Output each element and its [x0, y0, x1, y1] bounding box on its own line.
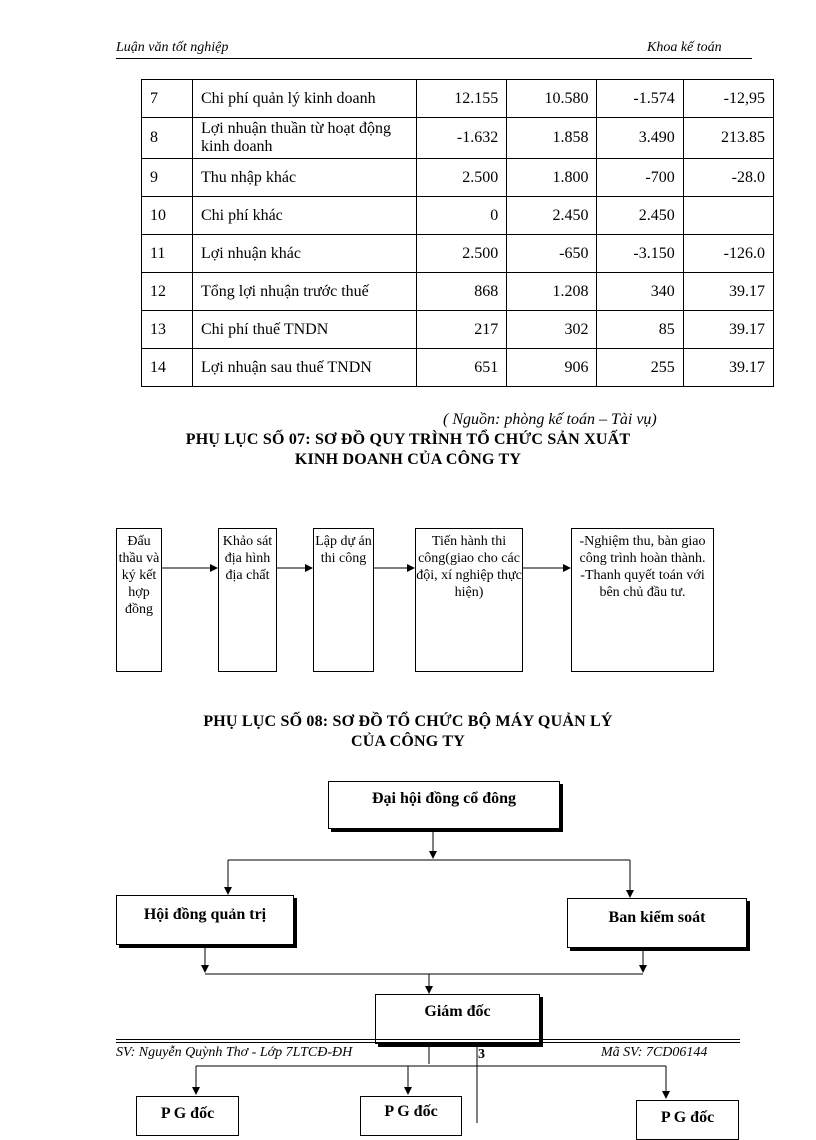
row-label-cell: Chi phí khác — [193, 197, 417, 235]
value-cell-1: 12.155 — [417, 80, 507, 118]
org-deputy-3: P G đốc — [636, 1100, 739, 1140]
row-index-cell: 7 — [142, 80, 193, 118]
footer-student: SV: Nguyễn Quỳnh Thơ - Lớp 7LTCĐ-ĐH — [116, 1045, 353, 1060]
diff-cell: 340 — [597, 273, 683, 311]
org-shareholders: Đại hội đồng cổ đông — [328, 781, 560, 829]
value-cell-1: 2.500 — [417, 159, 507, 197]
row-index-cell: 10 — [142, 197, 193, 235]
value-cell-2: -650 — [507, 235, 597, 273]
row-index-cell: 8 — [142, 118, 193, 159]
row-index-cell: 13 — [142, 311, 193, 349]
value-cell-2: 1.858 — [507, 118, 597, 159]
value-cell-1: 0 — [417, 197, 507, 235]
source-note: ( Nguồn: phòng kế toán – Tài vụ) — [443, 411, 657, 428]
diff-cell: 2.450 — [597, 197, 683, 235]
footer-student-id: Mã SV: 7CD06144 — [601, 1045, 708, 1060]
row-label-cell: Tổng lợi nhuận trước thuế — [193, 273, 417, 311]
diff-cell: 255 — [597, 349, 683, 387]
value-cell-2: 2.450 — [507, 197, 597, 235]
org-director: Giám đốc — [375, 994, 540, 1044]
row-index-cell: 14 — [142, 349, 193, 387]
pct-cell: 39.17 — [683, 311, 773, 349]
footer-page-number: 3 — [478, 1047, 485, 1062]
process-step-3: Lập dự án thi công — [313, 528, 374, 672]
process-step-5: -Nghiệm thu, bàn giao công trình hoàn thành. -Thanh quyết toán với bên chủ đầu tư. — [571, 528, 714, 672]
value-cell-2: 1.208 — [507, 273, 597, 311]
pct-cell: -28.0 — [683, 159, 773, 197]
footer-rule-1 — [116, 1039, 740, 1040]
pct-cell: -126.0 — [683, 235, 773, 273]
row-label-cell: Chi phí quản lý kinh doanh — [193, 80, 417, 118]
value-cell-2: 1.800 — [507, 159, 597, 197]
row-index-cell: 12 — [142, 273, 193, 311]
appendix07-title-line1: PHỤ LỤC SỐ 07: SƠ ĐỒ QUY TRÌNH TỔ CHỨC SẢN XUẤT — [185, 431, 631, 448]
value-cell-2: 302 — [507, 311, 597, 349]
diff-cell: -3.150 — [597, 235, 683, 273]
process-step-2: Khảo sát địa hình địa chất — [218, 528, 277, 672]
value-cell-1: 651 — [417, 349, 507, 387]
diff-cell: 85 — [597, 311, 683, 349]
row-label-cell: Lợi nhuận sau thuế TNDN — [193, 349, 417, 387]
pct-cell: -12,95 — [683, 80, 773, 118]
diff-cell: 3.490 — [597, 118, 683, 159]
row-label-cell: Thu nhập khác — [193, 159, 417, 197]
value-cell-2: 10.580 — [507, 80, 597, 118]
diff-cell: -700 — [597, 159, 683, 197]
row-label-cell: Chi phí thuế TNDN — [193, 311, 417, 349]
value-cell-1: 2.500 — [417, 235, 507, 273]
value-cell-1: 217 — [417, 311, 507, 349]
row-index-cell: 9 — [142, 159, 193, 197]
value-cell-1: 868 — [417, 273, 507, 311]
footer-rule-2 — [116, 1042, 740, 1043]
org-supervisory: Ban kiểm soát — [567, 898, 747, 948]
header-left: Luận văn tốt nghiệp — [116, 40, 229, 55]
process-step-4: Tiến hành thi công(giao cho các đội, xí nghiệp thực hiện) — [415, 528, 523, 672]
appendix08-title-line1: PHỤ LỤC SỐ 08: SƠ ĐỒ TỔ CHỨC BỘ MÁY QUẢN LÝ — [203, 713, 613, 730]
pct-cell: 213.85 — [683, 118, 773, 159]
org-board: Hội đồng quản trị — [116, 895, 294, 945]
value-cell-2: 906 — [507, 349, 597, 387]
row-label-cell: Lợi nhuận khác — [193, 235, 417, 273]
process-step-1: Đấu thầu và ký kết hợp đồng — [116, 528, 162, 672]
header-right: Khoa kế toán — [647, 40, 722, 55]
org-deputy-2: P G đốc — [360, 1096, 462, 1136]
value-cell-1: -1.632 — [417, 118, 507, 159]
row-index-cell: 11 — [142, 235, 193, 273]
pct-cell: 39.17 — [683, 273, 773, 311]
org-deputy-1: P G đốc — [136, 1096, 239, 1136]
pct-cell: 39.17 — [683, 349, 773, 387]
diff-cell: -1.574 — [597, 80, 683, 118]
appendix08-title-line2: CỦA CÔNG TY — [351, 733, 465, 750]
row-label-cell: Lợi nhuận thuần từ hoạt động kinh doanh — [193, 118, 417, 159]
appendix07-title-line2: KINH DOANH CỦA CÔNG TY — [294, 451, 522, 468]
